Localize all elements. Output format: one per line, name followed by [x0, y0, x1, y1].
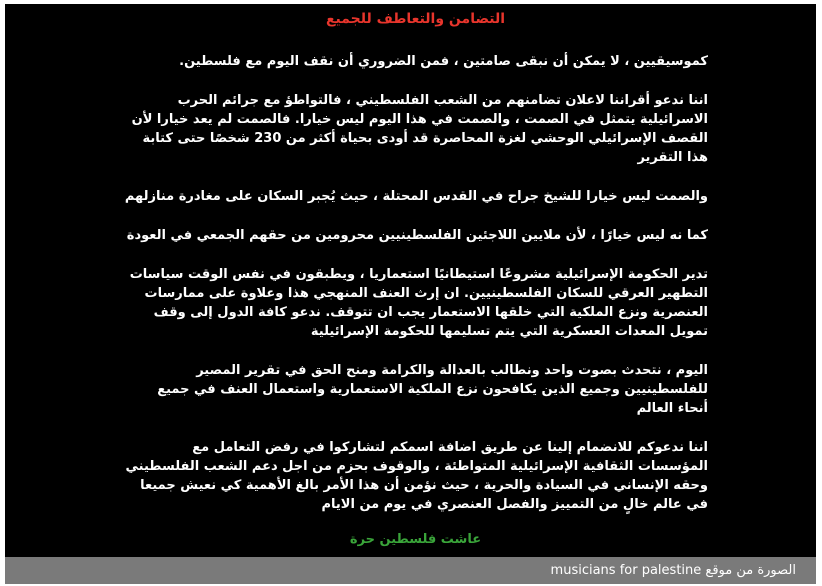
- image-caption-bar: [5, 557, 816, 584]
- statement-paragraph: كما نه ليس خيارًا ، لأن ملايين اللاجئين الفلسطينيين محرومين من حقهم الجمعي في العودة: [126, 228, 708, 243]
- statement-paragraph: اننا ندعو أقراننا لاعلان تضامنهم من الشعب الفلسطيني ، فالتواطؤ مع جرائم الحرب الاسرائيلية يتمثل في الصمت ، والصمت في هذا اليوم ليس خيارا. فالصمت لم يعد خيارا لأن القصف الإسرائيلي الوحشي لغزة المحاصرة قد أودى بحياة أكثر من 230 شخصًا حتى كتابة هذا التقرير: [131, 93, 708, 165]
- statement-title: التضامن والتعاطف للجميع: [325, 11, 506, 27]
- image-caption: الصورة من موقع musicians for palestine: [550, 563, 796, 578]
- statement-closing-slogan: عاشت فلسطين حرة: [349, 532, 482, 547]
- statement-paragraph: اليوم ، نتحدث بصوت واحد ونطالب بالعدالة والكرامة ومنح الحق في تقرير المصير للفلسطينيين وجميع الذين يكافحون نزع الملكية الاستعمارية واستعمال العنف في جميع أنحاء العالم: [157, 363, 708, 416]
- statement-image: [5, 4, 816, 557]
- statement-paragraph: والصمت ليس خيارا للشيخ جراح في القدس المحتلة ، حيث يُجبر السكان على مغادرة منازلهم: [124, 189, 708, 204]
- statement-paragraph: تدير الحكومة الإسرائيلية مشروعًا استيطانيًا استعماريا ، ويطبقون في نفس الوقت سياسات التطهير العرقي للسكان الفلسطينيين. ان إرث العنف المنهجي هذا وعلاوة على ممارسات العنصرية ونزع الملكية التي خلقها الاستعمار يجب ان تتوقف. ندعو كافة الدول إلى وقف تمويل المعدات العسكرية التي يتم تسليمها للحكومة الإسرائيلية: [129, 267, 708, 339]
- statement-paragraph: كموسيقيين ، لا يمكن أن نبقى صامتين ، فمن الضروري أن نقف اليوم مع فلسطين.: [179, 54, 708, 69]
- statement-paragraph: اننا ندعوكم للانضمام إلينا عن طريق اضافة اسمكم لتشاركوا في رفض التعامل مع المؤسسات الثقافية الإسرائيلية المتواطئة ، والوقوف بحزم من اجل دعم الشعب الفلسطيني وحقه الإنساني في السيادة والحرية ، حيث نؤمن أن هذا الأمر بالغ الأهمية كي نعيش جميعا في عالم خالٍ من التمييز والفصل العنصري في يوم من الايام: [125, 440, 708, 512]
